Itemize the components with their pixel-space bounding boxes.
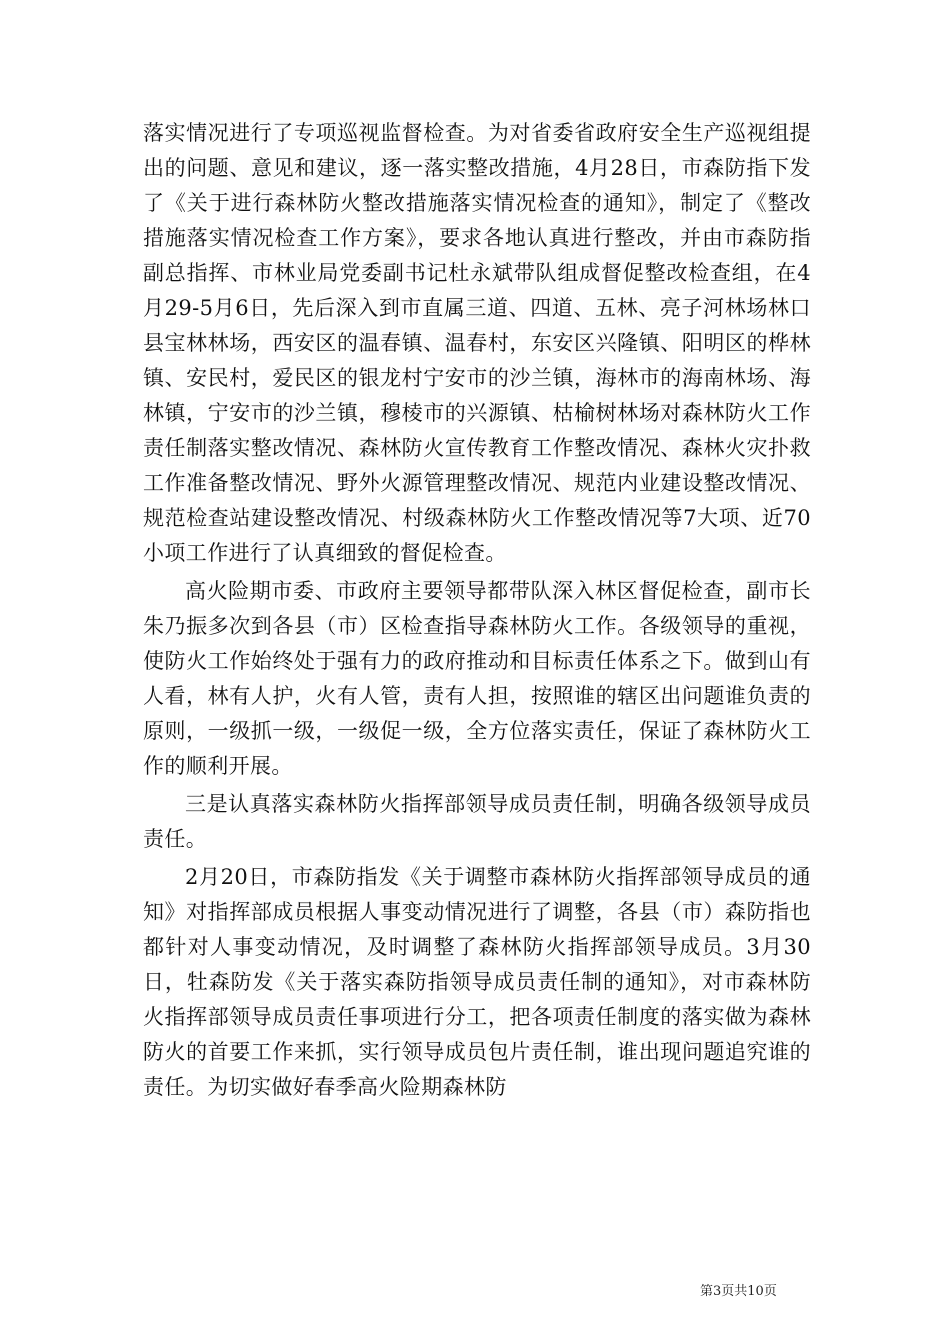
paragraph-inspection-details: 落实情况进行了专项巡视监督检查。为对省委省政府安全生产巡视组提出的问题、意见和建议，逐一落实整改措施，4月28日，市森防指下发了《关于进行森林防火整改措施落实情况检查的通知》，制定了《整改措施落实情况检查工作方案》，要求各地认真进行整改，并由市森防指副总指挥、市林业局党委副书记杜永斌带队组成督促整改检查组，在4月29-5月6日，先后深入到市直属三道、四道、五林、亮子河林场林口县宝林林场，西安区的温春镇、温春村，东安区兴隆镇、阳明区的桦林镇、安民村，爱民区的银龙村宁安市的沙兰镇，海林市的海南林场、海林镇，宁安市的沙兰镇，穆棱市的兴源镇、枯榆树林场对森林防火工作责任制落实整改情况、森林防火宣传教育工作整改情况、森林火灾扑救工作准备整改情况、野外火源管理整改情况、规范内业建设整改情况、规范检查站建设整改情况、村级森林防火工作整改情况等7大项、近70小项工作进行了认真细致的督促检查。 [143,121,811,565]
page-number-footer: 第3页共10页 [700,1284,777,1299]
document-body [143,116,811,1105]
paragraph-section-heading: 三是认真落实森林防火指挥部领导成员责任制，明确各级领导成员责任。 [143,792,811,851]
paragraph-member-adjustment: 2月20日，市森防指发《关于调整市森林防火指挥部领导成员的通知》对指挥部成员根据人事变动情况进行了调整，各县（市）森防指也都针对人事变动情况，及时调整了森林防火指挥部领导成员。3月30日，牡森防发《关于落实森防指领导成员责任制的通知》，对市森林防火指挥部领导成员责任事项进行分工，把各项责任制度的落实做为森林防火的首要工作来抓，实行领导成员包片责任制，谁出现问题追究谁的责任。为切实做好春季高火险期森林防 [143,865,811,1099]
paragraph-leadership-inspection: 高火险期市委、市政府主要领导都带队深入林区督促检查，副市长朱乃振多次到各县（市）区检查指导森林防火工作。各级领导的重视，使防火工作始终处于强有力的政府推动和目标责任体系之下。做到山有人看，林有人护，火有人管，责有人担，按照谁的辖区出问题谁负责的原则，一级抓一级，一级促一级，全方位落实责任，保证了森林防火工作的顺利开展。 [143,579,811,778]
